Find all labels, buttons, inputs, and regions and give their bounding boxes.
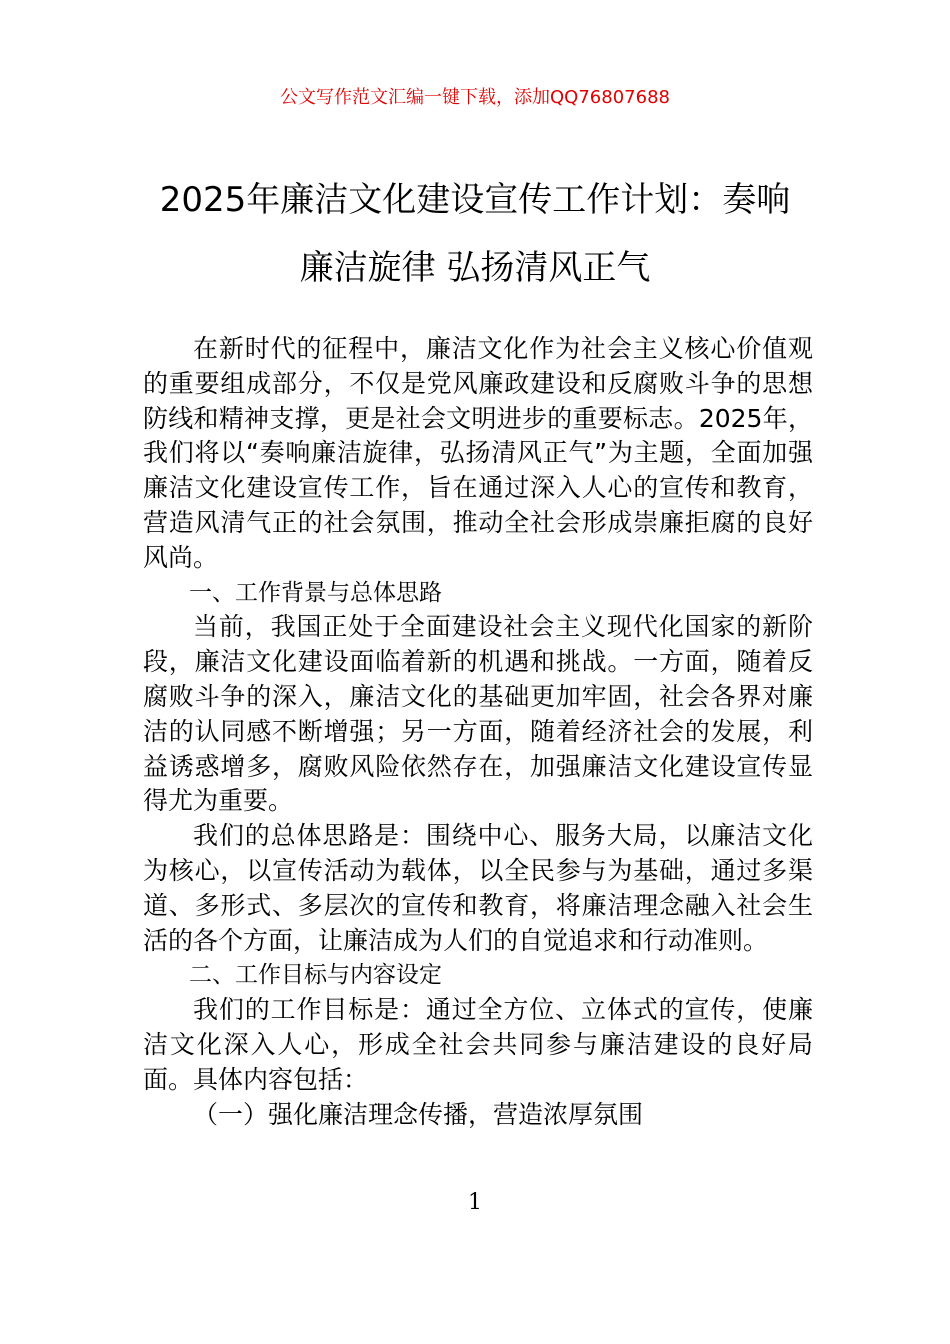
goal-paragraph: 我们的工作目标是：通过全方位、立体式的宣传，使廉洁文化深入人心，形成全社会共同参与廉洁建设的良好局面。具体内容包括： [143,995,813,1094]
document-title [100,166,850,302]
approach-paragraph: 我们的总体思路是：围绕中心、服务大局，以廉洁文化为核心，以宣传活动为载体，以全民参与为基础，通过多渠道、多形式、多层次的宣传和教育，将廉洁理念融入社会生活的各个方面，让廉洁成为人们的自觉追求和行动准则。 [143,821,813,955]
section-heading-1: 一、工作背景与总体思路 [189,579,442,606]
section-heading-2: 二、工作目标与内容设定 [189,962,442,989]
background-paragraph: 当前，我国正处于全面建设社会主义现代化国家的新阶段，廉洁文化建设面临着新的机遇和挑战。一方面，随着反腐败斗争的深入，廉洁文化的基础更加牢固，社会各界对廉洁的认同感不断增强；另一方面，随着经济社会的发展，利益诱惑增多，腐败风险依然存在，加强廉洁文化建设宣传显得尤为重要。 [143,612,813,816]
header-promo-note: 公文写作范文汇编一键下载，添加QQ76807688 [280,87,670,108]
subsection-heading-1: （一）强化廉洁理念传播，营造浓厚氛围 [193,1099,644,1129]
title-line-2: 廉洁旋律 弘扬清风正气 [299,248,651,288]
title-line-1: 2025年廉洁文化建设宣传工作计划：奏响 [159,180,791,220]
document-body [143,332,813,1132]
page-number: 1 [468,1190,482,1215]
intro-paragraph: 在新时代的征程中，廉洁文化作为社会主义核心价值观的重要组成部分，不仅是党风廉政建设和反腐败斗争的思想防线和精神支撑，更是社会文明进步的重要标志。2025年，我们将以“奏响廉洁旋律，弘扬清风正气”为主题，全面加强廉洁文化建设宣传工作，旨在通过深入人心的宣传和教育，营造风清气正的社会氛围，推动全社会形成崇廉拒腐的良好风尚。 [143,334,813,572]
